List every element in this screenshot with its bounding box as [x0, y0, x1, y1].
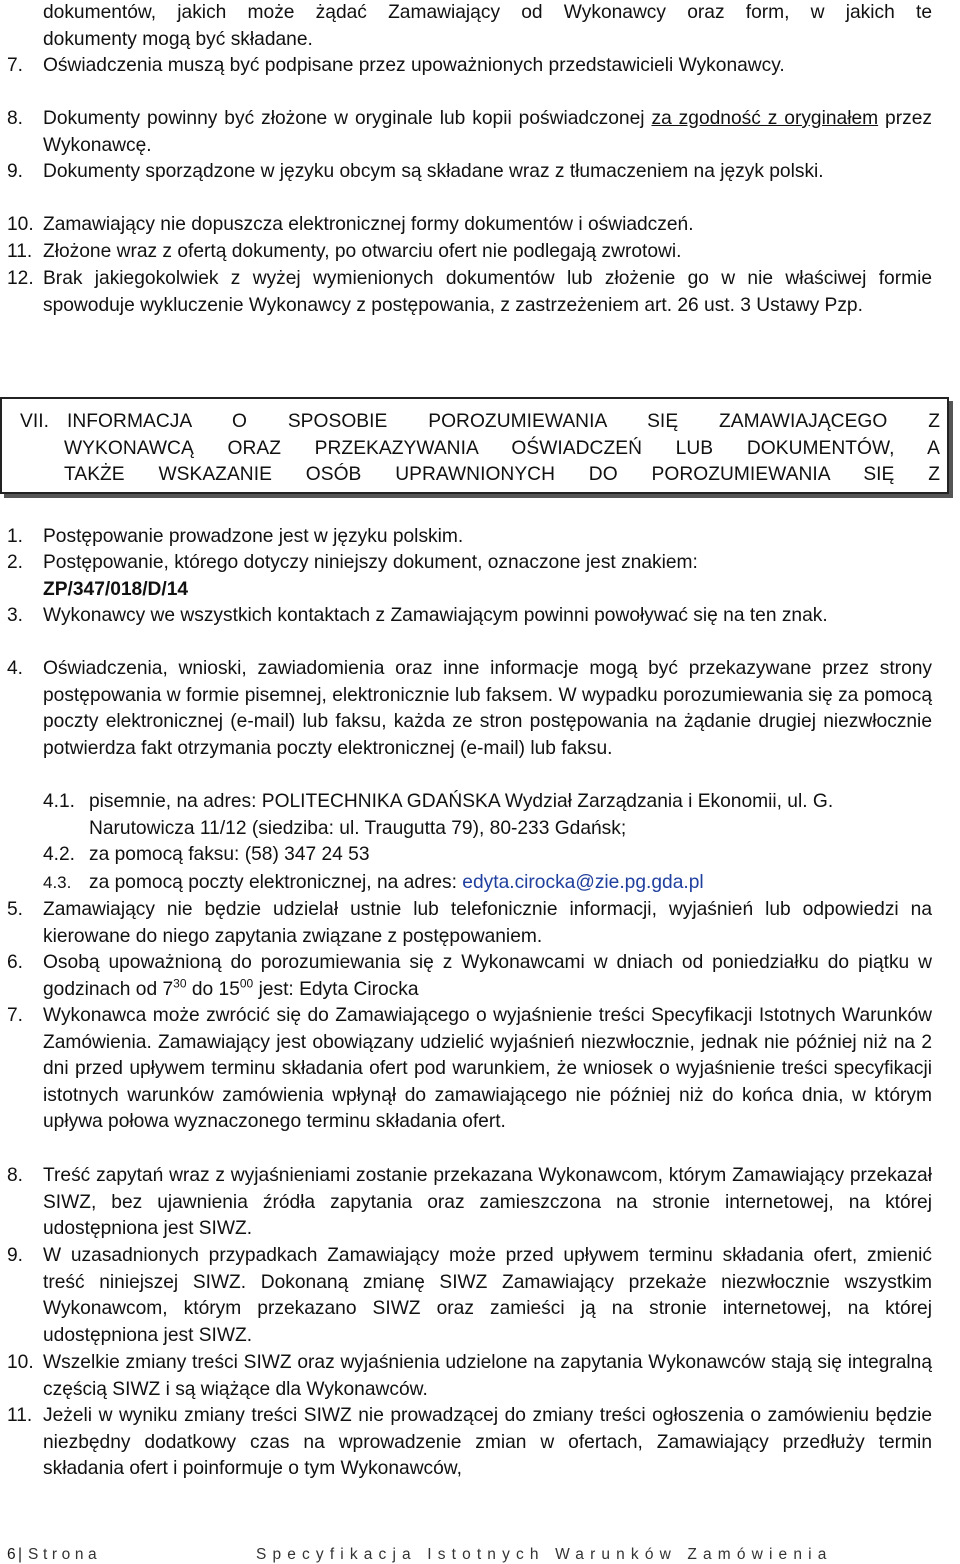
- section-heading-line-3: TAKŻE WSKAZANIE OSÓB UPRAWNIONYCH DO POROZUMIEWANIA SIĘ Z: [64, 464, 940, 485]
- item-text: Brak jakiegokolwiek z wyżej wymienionych dokumentów lub złożenie go w nie właściwej formie spowoduje wykluczenie Wykonawcy z postępowania, z zastrzeżeniem art. 26 ust. 3 Ustawy Pzp.: [43, 268, 932, 316]
- list-item-7: [0, 53, 932, 80]
- item-number: 8.: [7, 108, 24, 129]
- continuation-line-2: dokumenty mogą być składane.: [43, 28, 313, 50]
- list-item-10: [0, 212, 932, 239]
- sub-item-4-1: [0, 789, 932, 842]
- item-text: Dokumenty powinny być złożone w oryginale lub kopii poświadczonej za zgodność z oryginałem przez Wykonawcę.: [43, 108, 932, 156]
- page-footer: [0, 1546, 960, 1564]
- item-number: 7.: [7, 55, 24, 76]
- list-item-12: [0, 266, 932, 319]
- section-heading-line-2: WYKONAWCĄ ORAZ PRZEKAZYWANIA OŚWIADCZEŃ LUB DOKUMENTÓW, A: [64, 438, 940, 459]
- list-item-8: [0, 106, 932, 159]
- sub-item-text: za pomocą poczty elektronicznej, na adres: edyta.cirocka@zie.pg.gda.pl: [89, 872, 704, 893]
- item-text: Wszelkie zmiany treści SIWZ oraz wyjaśnienia udzielone na zapytania Wykonawców stają się integralną częścią SIWZ i są wiążące dla Wykonawców.: [43, 1352, 932, 1400]
- underlined-phrase: za zgodność z oryginałem: [651, 108, 879, 129]
- sub-item-text: za pomocą faksu: (58) 347 24 53: [89, 844, 370, 865]
- item-number: 7.: [7, 1005, 24, 1026]
- list-item-1: [0, 524, 932, 551]
- item-number: 2.: [7, 552, 24, 573]
- item-text: W uzasadnionych przypadkach Zamawiający może przed upływem terminu składania ofert, zmienić treść niniejszej SIWZ. Dokonaną zmianę SIWZ Zamawiający przekaże niezwłocznie wszystkim Wykonawcom, którym przekazano SIWZ oraz zamieści ją na stronie internetowej, na której udostępniona jest SIWZ.: [43, 1245, 932, 1346]
- item-number: 4.: [7, 658, 24, 679]
- sub-item-4-3: [0, 870, 932, 897]
- list-item-9: [0, 159, 932, 186]
- list-item-8b: [0, 1163, 932, 1243]
- continuation-line-1: dokumentów, jakich może żądać Zamawiający od Wykonawcy oraz form, w jakich te: [43, 2, 932, 23]
- item-number: 11.: [7, 241, 33, 262]
- item-text: Wykonawcy we wszystkich kontaktach z Zamawiającym powinni powoływać się na ten znak.: [43, 605, 828, 626]
- item-number: 6.: [7, 952, 24, 973]
- item-text: Postępowanie, którego dotyczy niniejszy dokument, oznaczone jest znakiem: ZP/347/018/D/14: [43, 550, 932, 603]
- item-text: Osobą upoważnioną do porozumiewania się z Wykonawcami w dniach od poniedziałku do piątku w godzinach od $7^{30}$ do $15^{00}$ jest: Edyta Cirocka: [43, 952, 932, 1000]
- list-item-7b: [0, 1003, 932, 1136]
- list-item-11b: [0, 1403, 932, 1483]
- page-label: Strona: [28, 1546, 102, 1563]
- page-number: 6: [7, 1546, 16, 1563]
- list-item-10b: [0, 1350, 932, 1403]
- sub-item-number: 4.3.: [43, 873, 72, 892]
- item-text: Oświadczenia, wnioski, zawiadomienia oraz inne informacje mogą być przekazywane przez strony postępowania w formie pisemnej, elektronicznie lub faksem. W wypadku porozumiewania się za pomocą poczty elektronicznej (e-mail) lub faksu, każda ze stron postępowania na żądanie drugiej niezwłocznie potwierdza fakt otrzymania poczty elektronicznej (e-mail) lub faksu.: [43, 658, 932, 759]
- continuation-text: [43, 0, 932, 53]
- list-item-6: [0, 950, 932, 1003]
- section-heading-box: [0, 397, 949, 494]
- item-number: 12.: [7, 268, 34, 289]
- item-text: Dokumenty sporządzone w języku obcym są składane wraz z tłumaczeniem na język polski.: [43, 161, 824, 182]
- item-text: Zamawiający nie będzie udzielał ustnie lub telefonicznie informacji, wyjaśnień lub odpowiedzi na kierowane do niego zapytania związane z postępowaniem.: [43, 899, 932, 947]
- list-item-5: [0, 897, 932, 950]
- section-number: VII.: [20, 411, 49, 432]
- document-title: Specyfikacja Istotnych Warunków Zamówienia: [256, 1546, 833, 1563]
- item-number: 5.: [7, 899, 24, 920]
- item-text: Wykonawca może zwrócić się do Zamawiającego o wyjaśnienie treści Specyfikacji Istotnych Warunków Zamówienia. Zamawiający jest obowiązany udzielić wyjaśnień niezwłocznie, jednak nie później niż na 2 dni przed upływem terminu składania ofert pod warunkiem, że wniosek o wyjaśnienie treści specyfikacji istotnych warunków zamówienia wpłynął do zamawiającego nie później niż do końca dnia, w którym upływa połowa wyznaczonego terminu składania ofert.: [43, 1005, 932, 1132]
- item-text: Postępowanie prowadzone jest w języku polskim.: [43, 526, 464, 547]
- item-text: Jeżeli w wyniku zmiany treści SIWZ nie prowadzącej do zmiany treści ogłoszenia o zamówieniu będzie niezbędny dodatkowy czas na wprowadzenie zmian w ofertach, Zamawiający przedłuży termin składania ofert i poinformuje o tym Wykonawców,: [43, 1405, 932, 1479]
- case-sign: ZP/347/018/D/14: [43, 578, 189, 600]
- list-item-11: [0, 239, 932, 266]
- item-text: Zamawiający nie dopuszcza elektronicznej formy dokumentów i oświadczeń.: [43, 214, 694, 235]
- section-heading-line-1: VII. INFORMACJA O SPOSOBIE POROZUMIEWANIA SIĘ ZAMAWIAJĄCEGO Z: [20, 409, 940, 436]
- item-text: Treść zapytań wraz z wyjaśnieniami zostanie przekazana Wykonawcom, którym Zamawiający przekazał SIWZ, bez ujawnienia źródła zapytania oraz zamieszczona na stronie internetowej, na której udostępniona jest SIWZ.: [43, 1165, 932, 1239]
- item-number: 11.: [7, 1405, 33, 1426]
- item-number: 10.: [7, 214, 34, 235]
- item-text: Złożone wraz z ofertą dokumenty, po otwarciu ofert nie podlegają zwrotowi.: [43, 241, 682, 262]
- item-number: 8.: [7, 1165, 24, 1186]
- list-item-2: [0, 550, 932, 603]
- item-number: 3.: [7, 605, 24, 626]
- item-number: 1.: [7, 526, 24, 547]
- footer-separator: |: [18, 1546, 23, 1563]
- sub-item-4-2: [0, 842, 932, 869]
- item-number: 9.: [7, 1245, 24, 1266]
- list-item-4: [0, 656, 932, 762]
- item-number: 10.: [7, 1352, 34, 1373]
- item-text: Oświadczenia muszą być podpisane przez upoważnionych przedstawicieli Wykonawcy.: [43, 55, 785, 76]
- sub-item-number: 4.1.: [43, 791, 76, 812]
- item-number: 9.: [7, 161, 24, 182]
- list-item-9b: [0, 1243, 932, 1349]
- list-item-3: [0, 603, 932, 630]
- sub-item-text: pisemnie, na adres: POLITECHNIKA GDAŃSKA Wydział Zarządzania i Ekonomii, ul. G. Narutowicza 11/12 (siedziba: ul. Traugutta 79), 80-233 Gdańsk;: [89, 791, 834, 839]
- email-link[interactable]: edyta.cirocka@zie.pg.gda.pl: [462, 872, 704, 893]
- sub-item-number: 4.2.: [43, 844, 76, 865]
